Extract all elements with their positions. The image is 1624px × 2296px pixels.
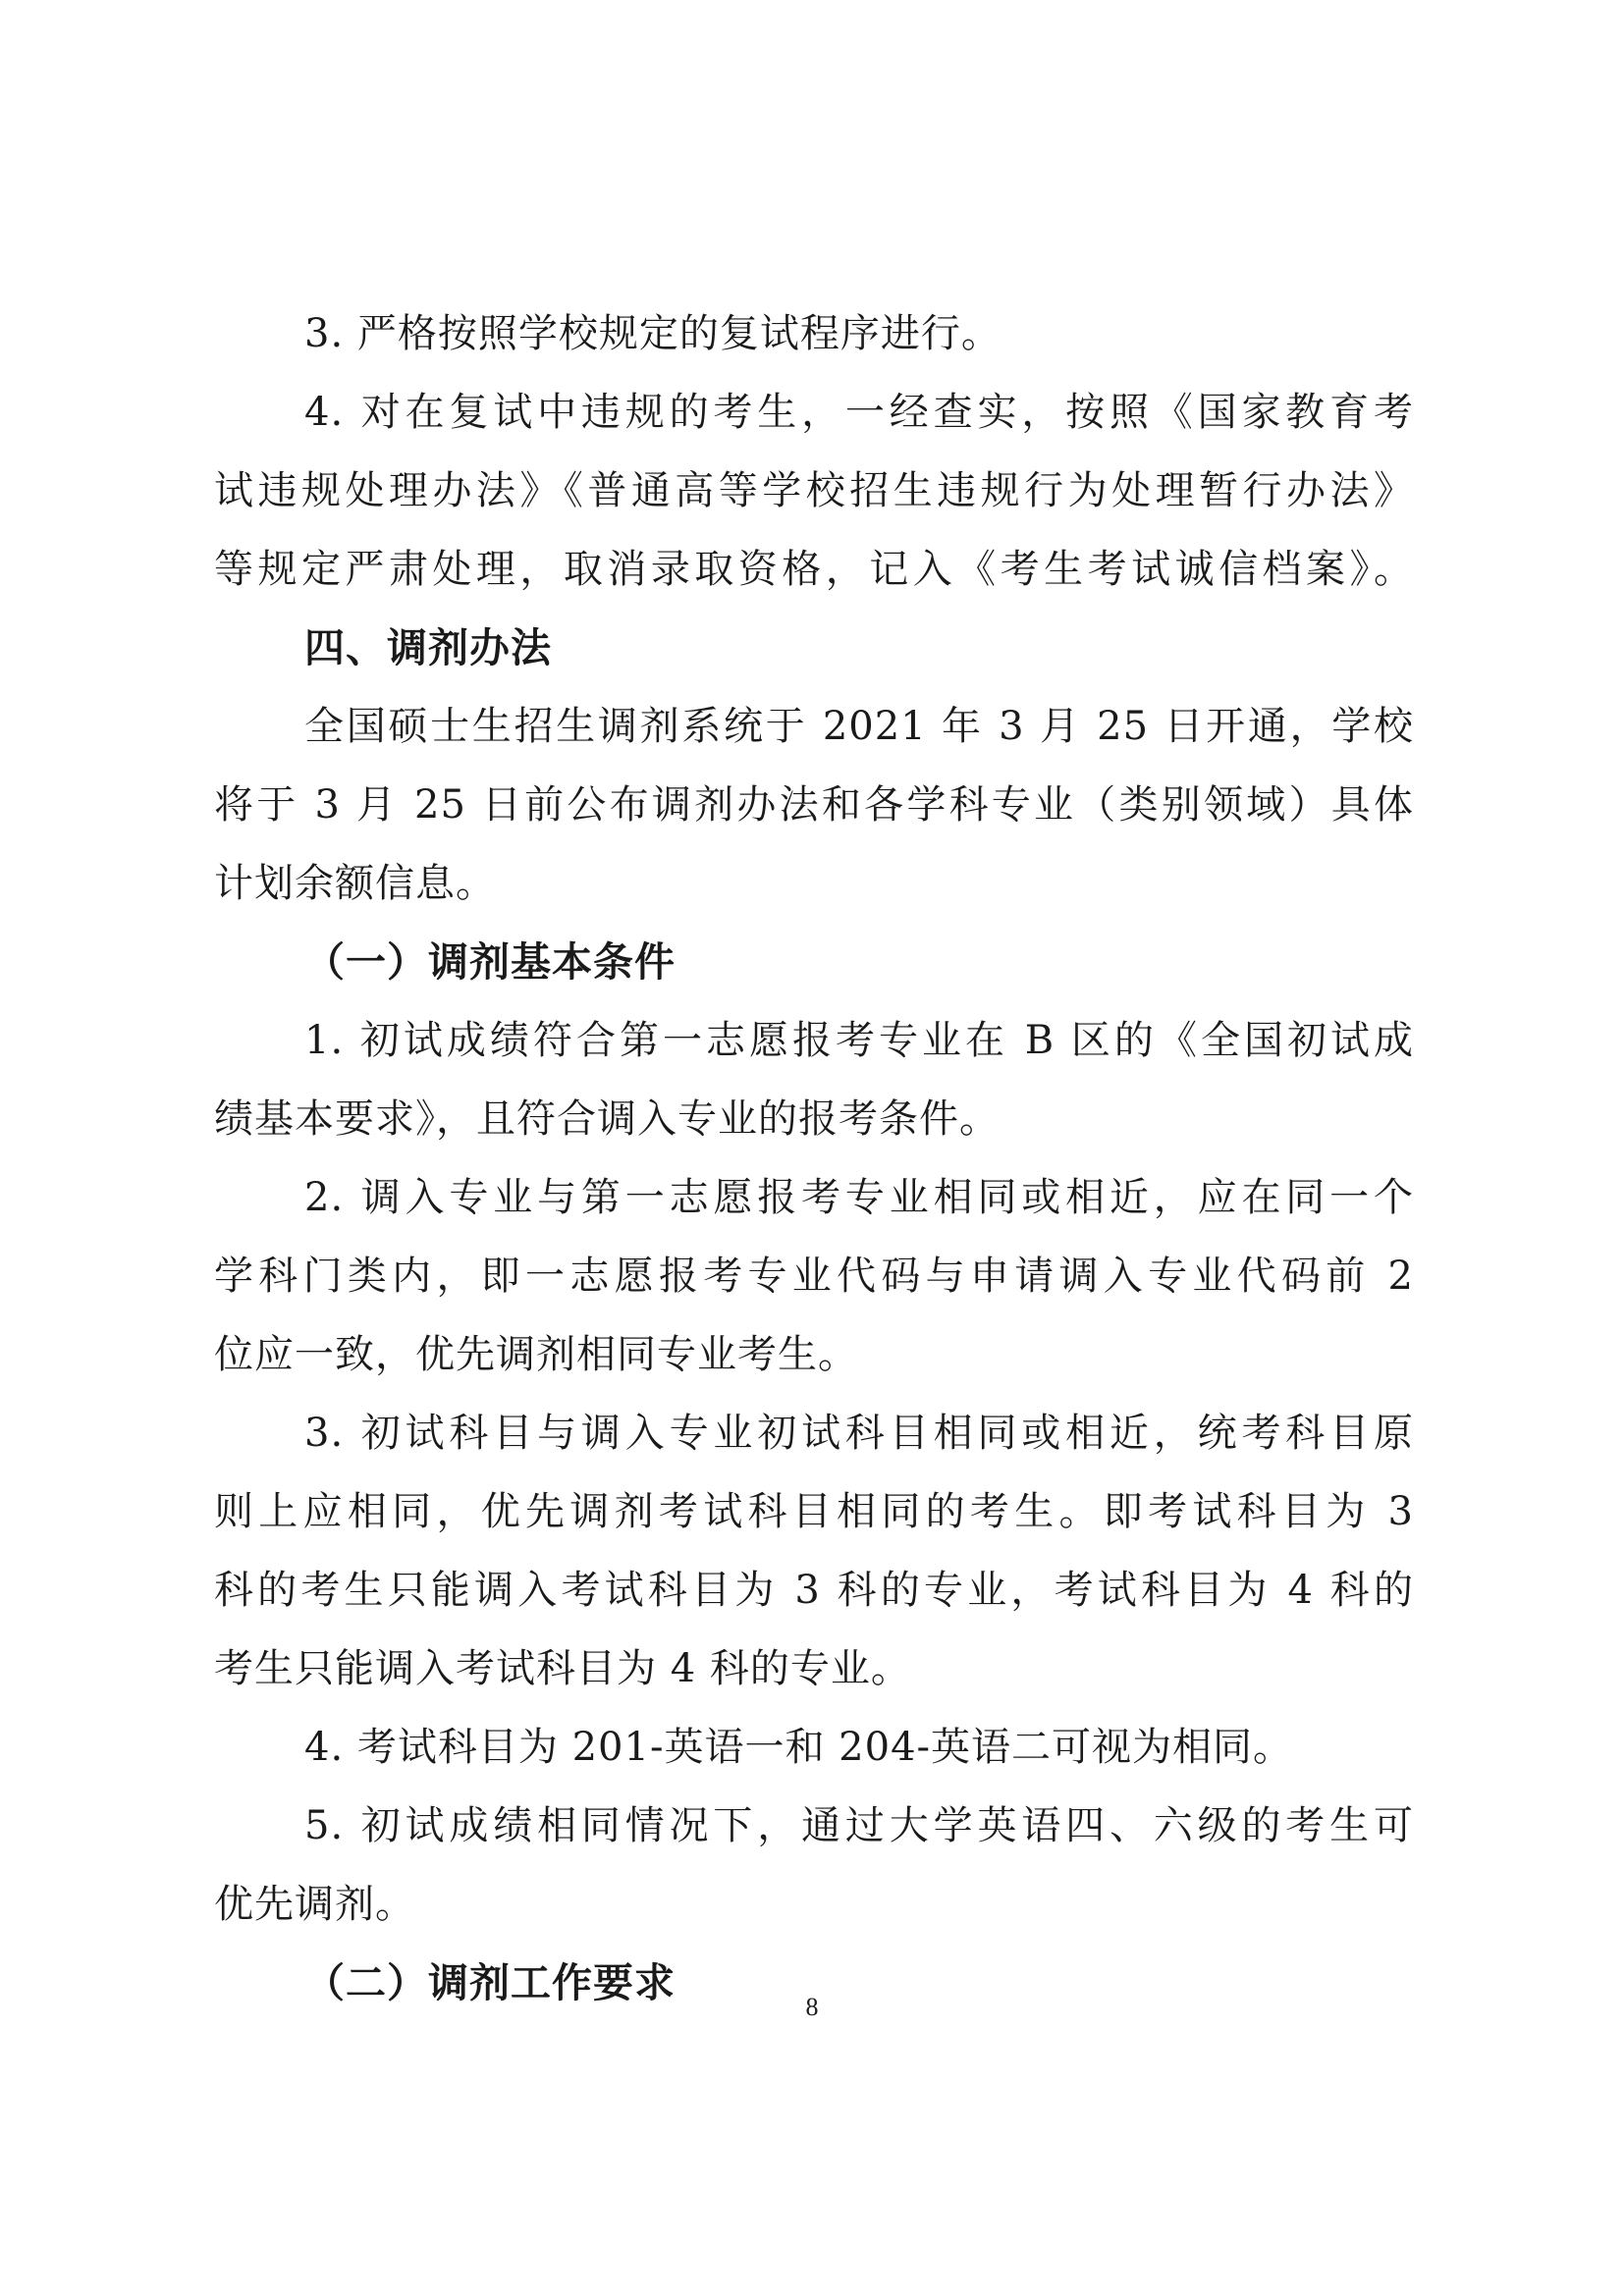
paragraph-line: 考生只能调入考试科目为 4 科的专业。 (214, 1646, 911, 1691)
paragraph-line: 2. 调入专业与第一志愿报考专业相同或相近，应在同一个 (304, 1175, 1414, 1220)
paragraph-line: 3. 初试科目与调入专业初试科目相同或相近，统考科目原 (304, 1411, 1414, 1456)
paragraph-line: 全国硕士生招生调剂系统于 2021 年 3 月 25 日开通，学校 (304, 704, 1414, 749)
paragraph-line: 3. 严格按照学校规定的复试程序进行。 (304, 311, 1001, 356)
subsection-heading: （二）调剂工作要求 (304, 1959, 676, 2006)
paragraph-line: 试违规处理办法》《普通高等学校招生违规行为处理暂行办法》 (214, 468, 1414, 513)
paragraph-line: 5. 初试成绩相同情况下，通过大学英语四、六级的考生可 (304, 1803, 1414, 1848)
paragraph-line: 位应一致，优先调剂相同专业考生。 (214, 1332, 858, 1377)
subsection-heading: （一）调剂基本条件 (304, 938, 676, 986)
paragraph-line: 计划余额信息。 (214, 861, 496, 906)
paragraph-line: 则上应相同，优先调剂考试科目相同的考生。即考试科目为 3 (214, 1489, 1414, 1534)
paragraph-line: 优先调剂。 (214, 1882, 415, 1927)
paragraph-line: 绩基本要求》，且符合调入专业的报考条件。 (214, 1096, 1000, 1142)
paragraph-line: 学科门类内，即一志愿报考专业代码与申请调入专业代码前 2 (214, 1254, 1414, 1299)
paragraph-line: 4. 考试科目为 201-英语一和 204-英语二可视为相同。 (304, 1725, 1294, 1770)
paragraph-line: 将于 3 月 25 日前公布调剂办法和各学科专业（类别领域）具体 (214, 782, 1414, 828)
paragraph-line: 科的考生只能调入考试科目为 3 科的专业，考试科目为 4 科的 (214, 1568, 1414, 1613)
paragraph-line: 等规定严肃处理，取消录取资格，记入《考生考试诚信档案》。 (214, 547, 1414, 592)
page-number: 8 (805, 1993, 819, 2021)
paragraph-line: 4. 对在复试中违规的考生，一经查实，按照《国家教育考 (304, 390, 1414, 435)
section-heading: 四、调剂办法 (304, 624, 552, 671)
paragraph-line: 1. 初试成绩符合第一志愿报考专业在 B 区的《全国初试成 (304, 1018, 1414, 1063)
